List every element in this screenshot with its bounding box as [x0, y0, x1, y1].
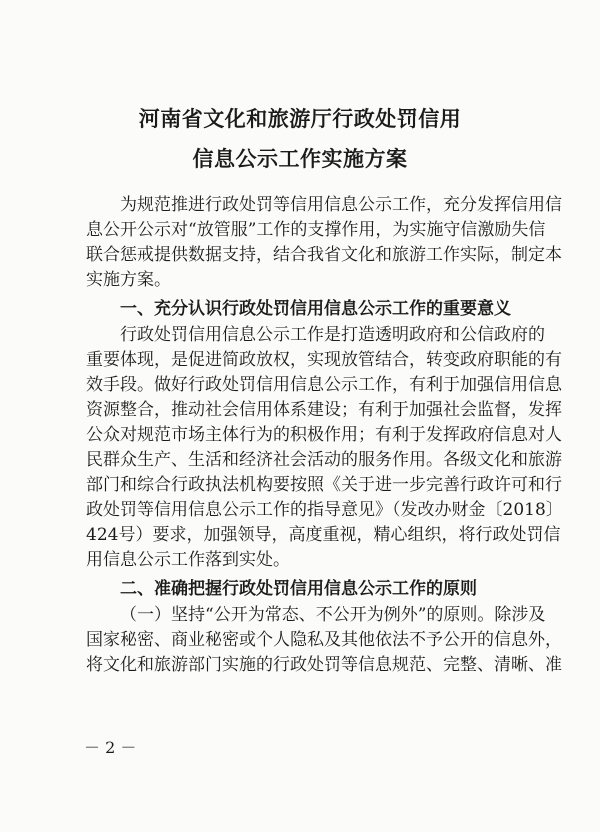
paragraph-line: 重要体现，是促进简政放权，实现放管结合，转变政府职能的有: [86, 350, 562, 370]
paragraph-line: 公众对规范市场主体行为的积极作用；有利于发挥政府信息对人: [86, 425, 562, 445]
paragraph-line: 国家秘密、商业秘密或个人隐私及其他依法不予公开的信息外，: [86, 630, 562, 650]
paragraph-line: 部门和综合行政执法机构要按照《关于进一步完善行政许可和行: [86, 475, 562, 495]
paragraph-line: 联合惩戒提供数据支持，结合我省文化和旅游工作实际，制定本: [86, 245, 562, 265]
paragraph-line: 政处罚等信用信息公示工作的指导意见》（发改办财金〔2018〕: [86, 500, 563, 520]
paragraph-line: 效手段。做好行政处罚信用信息公示工作，有利于加强信用信息: [86, 375, 562, 395]
section-heading-1: 一、充分认识行政处罚信用信息公示工作的重要意义: [120, 299, 511, 319]
paragraph-line: 将文化和旅游部门实施的行政处罚等信息规范、完整、清晰、准: [86, 655, 562, 675]
paragraph-line: 用信息公示工作落到实处。: [86, 550, 290, 570]
paragraph-line: （一）坚持“公开为常态、不公开为例外”的原则。除涉及: [120, 605, 546, 625]
paragraph-line: 424号）要求，加强领导，高度重视，精心组织，将行政处罚信: [86, 525, 561, 545]
section-heading-2: 二、准确把握行政处罚信用信息公示工作的原则: [120, 579, 477, 599]
paragraph-line: 息公开公示对“放管服”工作的支撑作用，为实施守信激励失信: [86, 220, 546, 240]
paragraph-line: 为规范推进行政处罚等信用信息公示工作，充分发挥信用信: [120, 195, 562, 215]
document-title-line-1: 河南省文化和旅游厅行政处罚信用: [138, 106, 462, 131]
paragraph-line: 实施方案。: [86, 270, 171, 290]
paragraph-line: 民群众生产、生活和经济社会活动的服务作用。各级文化和旅游: [86, 450, 562, 470]
page-number: － 2 －: [84, 738, 137, 757]
document-title-line-2: 信息公示工作实施方案: [192, 146, 408, 171]
paragraph-line: 行政处罚信用信息公示工作是打造透明政府和公信政府的: [120, 325, 545, 345]
paragraph-line: 资源整合，推动社会信用体系建设；有利于加强社会监督，发挥: [86, 400, 562, 420]
